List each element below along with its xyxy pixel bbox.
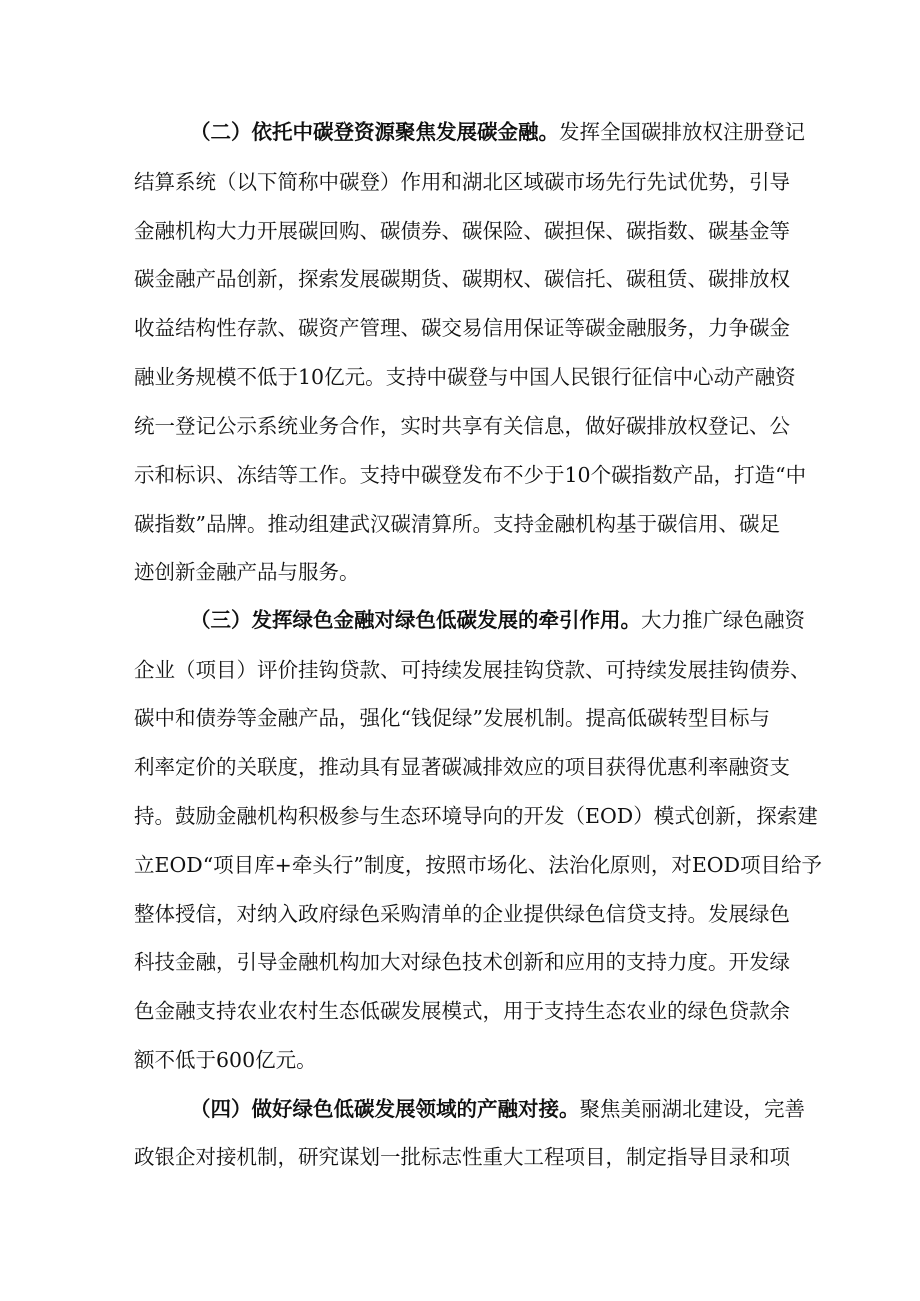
section-2-first-line (190, 118, 805, 146)
body-line: 额不低于600亿元。 (134, 1048, 317, 1072)
body-line: 立EOD“项目库+牵头行”制度，按照市场化、法治化原则，对EOD项目给予 (134, 853, 823, 877)
section-2-heading: （二）依托中碳登资源聚焦发展碳金融。 (190, 120, 559, 144)
body-line: 迹创新金融产品与服务。 (134, 560, 360, 584)
body-line: 政银企对接机制，研究谋划一批标志性重大工程项目，制定指导目录和项 (134, 1145, 790, 1169)
body-line: 结算系统（以下简称中碳登）作用和湖北区域碳市场先行先试优势，引导 (134, 170, 790, 194)
body-text: 发挥全国碳排放权注册登记 (559, 120, 805, 144)
body-line: 统一登记公示系统业务合作，实时共享有关信息，做好碳排放权登记、公 (134, 414, 790, 438)
body-line: 碳金融产品创新，探索发展碳期货、碳期权、碳信托、碳租赁、碳排放权 (134, 267, 790, 291)
body-text: 大力推广绿色融资 (641, 608, 805, 632)
body-line: 收益结构性存款、碳资产管理、碳交易信用保证等碳金融服务，力争碳金 (134, 316, 790, 340)
body-line: 整体授信，对纳入政府绿色采购清单的企业提供绿色信贷支持。发展绿色 (134, 902, 790, 926)
body-line: 碳中和债券等金融产品，强化“钱促绿”发展机制。提高低碳转型目标与 (134, 706, 770, 730)
body-line: 科技金融，引导金融机构加大对绿色技术创新和应用的支持力度。开发绿 (134, 950, 790, 974)
body-line: 色金融支持农业农村生态低碳发展模式，用于支持生态农业的绿色贷款余 (134, 999, 790, 1023)
section-3-first-line (190, 606, 805, 634)
body-line: 示和标识、冻结等工作。支持中碳登发布不少于10个碳指数产品，打造“中 (134, 463, 807, 487)
body-line: 企业（项目）评价挂钩贷款、可持续发展挂钩贷款、可持续发展挂钩债券、 (134, 658, 811, 682)
body-line: 碳指数”品牌。推动组建武汉碳清算所。支持金融机构基于碳信用、碳足 (134, 512, 780, 536)
section-4-first-line (190, 1095, 805, 1123)
body-text: 聚焦美丽湖北建设，完善 (579, 1097, 805, 1121)
body-line: 融业务规模不低于10亿元。支持中碳登与中国人民银行征信中心动产融资 (134, 365, 796, 389)
section-4-heading: （四）做好绿色低碳发展领域的产融对接。 (190, 1097, 580, 1121)
body-line: 利率定价的关联度，推动具有显著碳减排效应的项目获得优惠利率融资支 (134, 755, 790, 779)
body-line: 持。鼓励金融机构积极参与生态环境导向的开发（EOD）模式创新，探索建 (134, 804, 818, 828)
section-3-heading: （三）发挥绿色金融对绿色低碳发展的牵引作用。 (190, 608, 641, 632)
body-line: 金融机构大力开展碳回购、碳债券、碳保险、碳担保、碳指数、碳基金等 (134, 219, 790, 243)
